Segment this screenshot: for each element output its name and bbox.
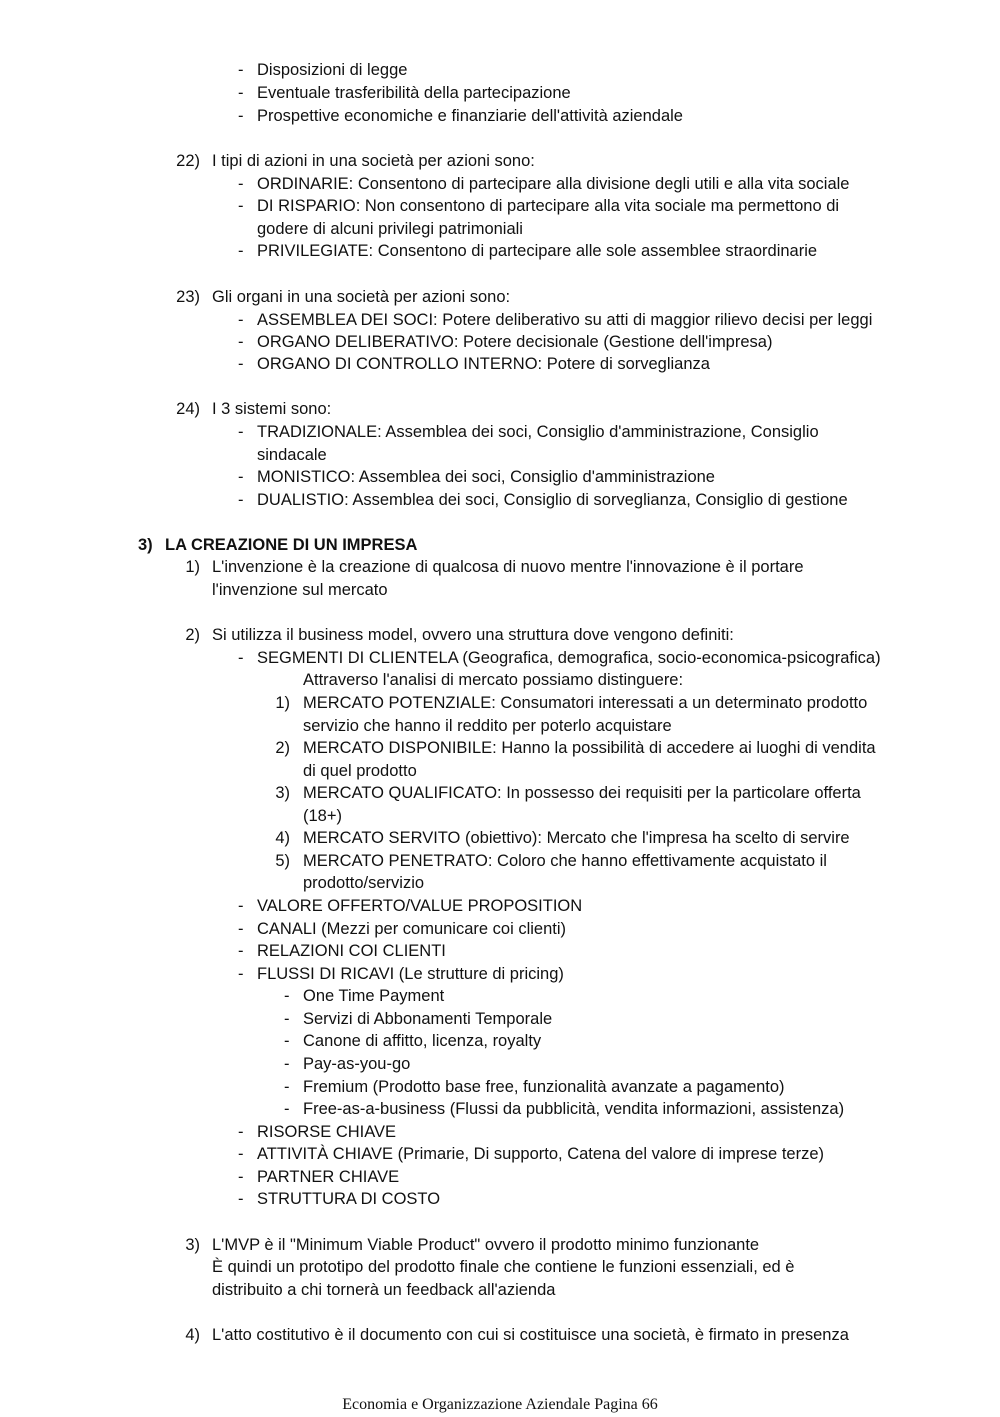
paragraph-line: l'invenzione sul mercato: [212, 581, 388, 599]
sub-list-item: One Time Payment: [303, 987, 445, 1005]
item-number: 4): [185, 1326, 200, 1344]
list-item: TRADIZIONALE: Assemblea dei soci, Consiglio d'amministrazione, Consiglio: [257, 423, 819, 441]
list-item: STRUTTURA DI COSTO: [257, 1190, 441, 1208]
bullet-dash: -: [284, 987, 290, 1005]
paragraph-line: Si utilizza il business model, ovvero una struttura dove vengono definiti:: [212, 626, 734, 644]
list-item: VALORE OFFERTO/VALUE PROPOSITION: [257, 897, 583, 915]
list-item: PRIVILEGIATE: Consentono di partecipare alle sole assemblee straordinarie: [257, 242, 818, 260]
list-item: SEGMENTI DI CLIENTELA (Geografica, demografica, socio-economica-psicografica): [257, 649, 881, 667]
paragraph-line: distribuito a chi tornerà un feedback all'azienda: [212, 1281, 556, 1299]
sub-item-number: 3): [275, 784, 290, 802]
bullet-dash: -: [238, 1123, 244, 1141]
paragraph-line: L'invenzione è la creazione di qualcosa di nuovo mentre l'innovazione è il portare: [212, 558, 804, 576]
bullet-dash: -: [238, 423, 244, 441]
sub-list-item: Pay-as-you-go: [303, 1055, 411, 1073]
sub-list-item: Canone di affitto, licenza, royalty: [303, 1032, 542, 1050]
bullet-dash: -: [284, 1078, 290, 1096]
sub-item-number: 1): [275, 694, 290, 712]
sub-list-item: MERCATO PENETRATO: Coloro che hanno effettivamente acquistato il: [303, 852, 827, 870]
sub-list-item-continuation: (18+): [303, 807, 342, 825]
bullet-dash: -: [238, 175, 244, 193]
bullet-dash: -: [238, 942, 244, 960]
bullet-dash: -: [284, 1055, 290, 1073]
bullet-dash: -: [238, 84, 244, 102]
bullet-dash: -: [238, 355, 244, 373]
sub-item-number: 2): [275, 739, 290, 757]
section-title: LA CREAZIONE DI UN IMPRESA: [165, 536, 418, 554]
sub-list-item-continuation: di quel prodotto: [303, 762, 417, 780]
list-item: DI RISPARIO: Non consentono di partecipare alla vita sociale ma permettono di: [257, 197, 840, 215]
list-item: Prospettive economiche e finanziarie dell'attività aziendale: [257, 107, 683, 125]
bullet-dash: -: [238, 197, 244, 215]
item-number: 23): [176, 288, 200, 306]
bullet-dash: -: [238, 333, 244, 351]
sub-list-item: Fremium (Prodotto base free, funzionalità avanzate a pagamento): [303, 1078, 785, 1096]
list-item: CANALI (Mezzi per comunicare coi clienti): [257, 920, 567, 938]
bullet-dash: -: [238, 1145, 244, 1163]
list-item: DUALISTIO: Assemblea dei soci, Consiglio di sorveglianza, Consiglio di gestione: [257, 491, 848, 509]
item-number: 24): [176, 400, 200, 418]
list-item: PARTNER CHIAVE: [257, 1168, 400, 1186]
list-item: ASSEMBLEA DEI SOCI: Potere deliberativo su atti di maggior rilievo decisi per leggi: [257, 311, 873, 329]
bullet-dash: -: [238, 468, 244, 486]
bullet-dash: -: [284, 1100, 290, 1118]
bullet-dash: -: [238, 1190, 244, 1208]
bullet-dash: -: [238, 242, 244, 260]
paragraph-line: L'MVP è il "Minimum Viable Product" ovvero il prodotto minimo funzionante: [212, 1236, 760, 1254]
list-item: ATTIVITÀ CHIAVE (Primarie, Di supporto, Catena del valore di imprese terze): [257, 1145, 824, 1163]
bullet-dash: -: [238, 965, 244, 983]
question-text: I 3 sistemi sono:: [212, 400, 332, 418]
paragraph-line: L'atto costitutivo è il documento con cui si costituisce una società, è firmato in presenza: [212, 1326, 849, 1344]
list-item: ORGANO DI CONTROLLO INTERNO: Potere di sorveglianza: [257, 355, 710, 373]
list-item: Eventuale trasferibilità della partecipazione: [257, 84, 571, 102]
item-number: 22): [176, 152, 200, 170]
list-item-continuation: godere di alcuni privilegi patrimoniali: [257, 220, 523, 238]
list-item: MONISTICO: Assemblea dei soci, Consiglio d'amministrazione: [257, 468, 715, 486]
sub-list-item-continuation: prodotto/servizio: [303, 874, 425, 892]
bullet-dash: -: [238, 61, 244, 79]
bullet-dash: -: [284, 1010, 290, 1028]
bullet-dash: -: [238, 107, 244, 125]
sub-list-item-continuation: servizio che hanno il reddito per poterlo acquistare: [303, 717, 672, 735]
item-number: 1): [185, 558, 200, 576]
section-number: 3): [138, 536, 153, 554]
sub-list-item: MERCATO DISPONIBILE: Hanno la possibilità di accedere ai luoghi di vendita: [303, 739, 876, 757]
question-text: I tipi di azioni in una società per azioni sono:: [212, 152, 535, 170]
sub-item-number: 4): [275, 829, 290, 847]
list-item: RELAZIONI COI CLIENTI: [257, 942, 446, 960]
list-item: ORDINARIE: Consentono di partecipare alla divisione degli utili e alla vita sociale: [257, 175, 850, 193]
list-item: RISORSE CHIAVE: [257, 1123, 397, 1141]
sub-list-item: MERCATO POTENZIALE: Consumatori interessati a un determinato prodotto: [303, 694, 868, 712]
list-item: FLUSSI DI RICAVI (Le strutture di pricing): [257, 965, 564, 983]
bullet-dash: -: [238, 491, 244, 509]
page-footer: Economia e Organizzazione Aziendale Pagina 66: [342, 1396, 658, 1413]
bullet-dash: -: [284, 1032, 290, 1050]
item-number: 3): [185, 1236, 200, 1254]
list-item: ORGANO DELIBERATIVO: Potere decisionale (Gestione dell'impresa): [257, 333, 773, 351]
item-number: 2): [185, 626, 200, 644]
list-item: Disposizioni di legge: [257, 61, 408, 79]
paragraph-line: È quindi un prototipo del prodotto finale che contiene le funzioni essenziali, ed è: [212, 1258, 795, 1276]
sub-item-number: 5): [275, 852, 290, 870]
sub-list-item: MERCATO QUALIFICATO: In possesso dei requisiti per la particolare offerta: [303, 784, 861, 802]
bullet-dash: -: [238, 1168, 244, 1186]
bullet-dash: -: [238, 649, 244, 667]
sub-list-item: MERCATO SERVITO (obiettivo): Mercato che l'impresa ha scelto di servire: [303, 829, 850, 847]
question-text: Gli organi in una società per azioni sono:: [212, 288, 511, 306]
sub-list-item: Free-as-a-business (Flussi da pubblicità, vendita informazioni, assistenza): [303, 1100, 845, 1118]
bullet-dash: -: [238, 897, 244, 915]
sub-list-item: Servizi di Abbonamenti Temporale: [303, 1010, 553, 1028]
bullet-dash: -: [238, 311, 244, 329]
bullet-dash: -: [238, 920, 244, 938]
list-item-continuation: sindacale: [257, 446, 327, 464]
list-note: Attraverso l'analisi di mercato possiamo distinguere:: [303, 671, 684, 689]
